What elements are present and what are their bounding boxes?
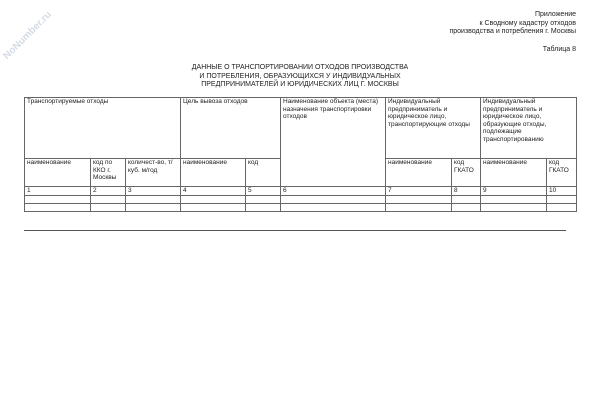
subheader: код ГКАТО — [452, 159, 481, 187]
group-header: Индивидуальный предприниматель и юридическое лицо, транспортирующие отходы — [386, 98, 481, 159]
column-number: 2 — [91, 187, 126, 196]
table-number: Таблица 8 — [542, 46, 576, 53]
subheader: количест-во, т/куб. м/год — [126, 159, 181, 187]
column-numbers-row — [25, 187, 577, 196]
appendix-note — [449, 11, 576, 37]
column-number: 3 — [126, 187, 181, 196]
subheader: код ГКАТО — [547, 159, 577, 187]
appendix-line: Приложение — [534, 11, 576, 18]
column-number: 6 — [281, 187, 386, 196]
subheader: код — [246, 159, 281, 187]
divider — [24, 230, 566, 231]
transport-table — [24, 97, 577, 212]
subheader: наименование — [386, 159, 452, 187]
watermark: NoNumber.ru — [1, 9, 54, 62]
table-row — [25, 195, 577, 203]
appendix-line: производства и потребления г. Москвы — [449, 28, 576, 35]
column-number: 8 — [452, 187, 481, 196]
group-header: Транспортируемые отходы — [25, 98, 181, 159]
table-row — [25, 203, 577, 211]
subheader: код по ККО г. Москвы — [91, 159, 126, 187]
group-header: Индивидуальный предприниматель и юридическое лицо, образующие отходы, подлежащие транспортированию — [481, 98, 577, 159]
subheader: наименование — [181, 159, 246, 187]
column-number: 5 — [246, 187, 281, 196]
appendix-line: к Сводному кадастру отходов — [479, 19, 576, 27]
column-number: 10 — [547, 187, 577, 196]
title-line: ДАННЫЕ О ТРАНСПОРТИРОВАНИИ ОТХОДОВ ПРОИЗВОДСТВА — [191, 64, 409, 71]
document-title — [0, 64, 600, 90]
subheader: наименование — [25, 159, 91, 187]
column-number: 9 — [481, 187, 547, 196]
group-header: Наименование объекта (места) назначения транспортировки отходов — [281, 98, 386, 187]
column-number: 7 — [386, 187, 452, 196]
title-line: И ПОТРЕБЛЕНИЯ, ОБРАЗУЮЩИХСЯ У ИНДИВИДУАЛЬНЫХ — [199, 72, 401, 80]
column-number: 4 — [181, 187, 246, 196]
title-line: ПРЕДПРИНИМАТЕЛЕЙ И ЮРИДИЧЕСКИХ ЛИЦ Г. МОСКВЫ — [201, 81, 399, 88]
group-header: Цель вывоза отходов — [181, 98, 281, 159]
column-number: 1 — [25, 187, 91, 196]
subheader: наименование — [481, 159, 547, 187]
